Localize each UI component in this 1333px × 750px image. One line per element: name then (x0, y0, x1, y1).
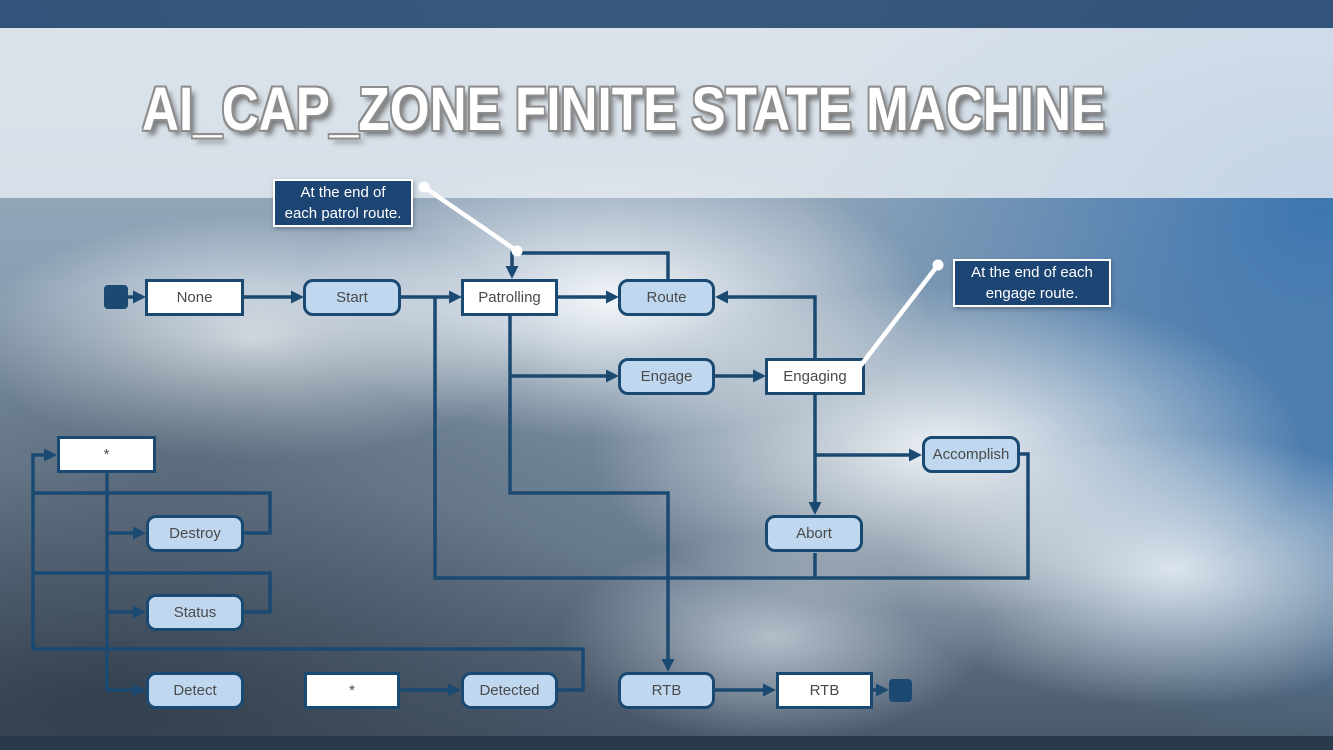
state-engaging-label: Engaging (783, 368, 847, 385)
state-abort-label: Abort (796, 525, 832, 542)
connector-return-to-wildcard (33, 455, 45, 649)
callout-engage-leader-dot-start (933, 260, 944, 271)
state-rtb-transit-label: RTB (651, 682, 682, 699)
state-wildcard-left (57, 436, 156, 473)
state-patrolling (461, 279, 558, 316)
state-status (146, 594, 244, 631)
top-bar (0, 0, 1333, 28)
state-abort (765, 515, 863, 552)
connector-engaging-to-route (727, 297, 815, 358)
callout-patrol-route (273, 179, 413, 227)
state-detect-label: Detect (173, 682, 217, 699)
state-accomplish (922, 436, 1020, 473)
state-none (145, 279, 244, 316)
state-destroy-label: Destroy (169, 525, 221, 542)
callout-engage-leader-line (858, 265, 938, 369)
state-rtb-final (776, 672, 873, 709)
state-wildcard-bottom-label: * (349, 682, 355, 699)
state-detected (461, 672, 558, 709)
callout-engage-route (953, 259, 1111, 307)
connector-route-to-patrolling (512, 253, 668, 279)
state-start-label: Start (336, 289, 368, 306)
state-start (303, 279, 401, 316)
state-route (618, 279, 715, 316)
state-rtb-transit (618, 672, 715, 709)
callout-patrol-leader-dot-end (512, 246, 523, 257)
initial-state-marker (104, 285, 128, 309)
callout-engage-route-text: At the end of each engage route. (971, 264, 1093, 302)
state-detected-label: Detected (479, 682, 540, 699)
state-status-label: Status (173, 604, 217, 621)
final-state-marker (889, 679, 912, 702)
state-wildcard-bottom (304, 672, 400, 709)
state-engage-label: Engage (640, 368, 693, 385)
state-rtb-final-label: RTB (809, 682, 840, 699)
state-patrolling-label: Patrolling (478, 289, 541, 306)
state-detect (146, 672, 244, 709)
bottom-bar (0, 736, 1333, 750)
page-title: AI_CAP_ZONE FINITE STATE MACHINE (142, 75, 1106, 143)
state-wildcard-left-label: * (103, 446, 110, 463)
state-none-label: None (176, 289, 213, 306)
state-destroy (146, 515, 244, 552)
connector-wildcard-to-detect (107, 473, 134, 690)
state-accomplish-label: Accomplish (932, 446, 1010, 463)
state-engaging (765, 358, 865, 395)
callout-patrol-route-text: At the end of each patrol route. (284, 184, 402, 222)
state-route-label: Route (646, 289, 687, 306)
state-engage (618, 358, 715, 395)
